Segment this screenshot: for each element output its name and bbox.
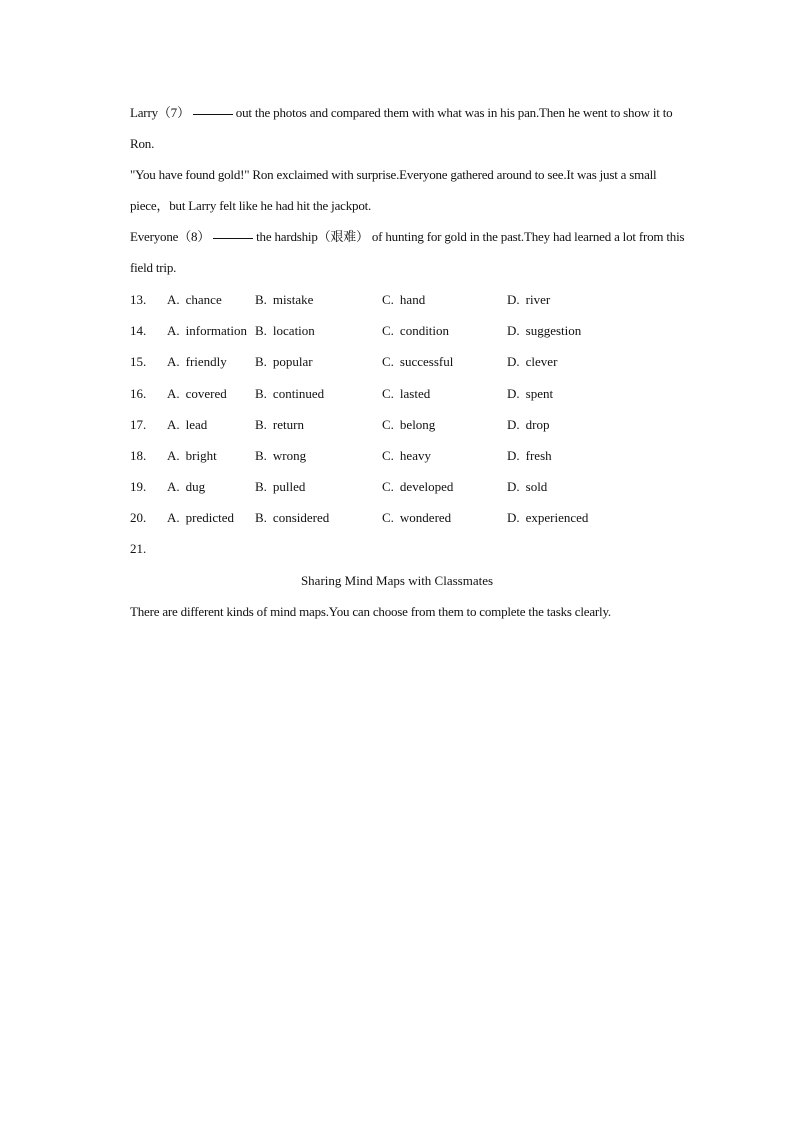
option-b: B. considered	[255, 510, 330, 526]
question-row	[130, 471, 690, 502]
option-a: A. bright	[167, 447, 217, 463]
paragraph-8-rest: the hardship（艰难） of hunting for gold in the past.They had learned a lot from this field trip.	[130, 229, 685, 275]
option-c: C. belong	[382, 416, 436, 432]
option-c: C. developed	[382, 479, 454, 495]
option-d: D. fresh	[507, 447, 552, 463]
option-d: D. spent	[507, 385, 554, 401]
answer-blank-7	[193, 113, 233, 115]
option-d: D. clever	[507, 354, 558, 370]
option-d: D. sold	[507, 479, 548, 495]
question-number: 20.	[130, 510, 147, 526]
paragraph-7-start: Larry（7）	[130, 105, 190, 120]
option-b: B. continued	[255, 385, 325, 401]
option-b: B. return	[255, 416, 304, 432]
question-row	[130, 346, 690, 377]
question-number: 13.	[130, 292, 147, 307]
option-a: A. chance	[167, 292, 222, 307]
option-a: A. predicted	[167, 510, 235, 526]
option-a: A. information	[167, 323, 248, 339]
paragraph-7-rest: out the photos and compared them with what was in his pan.Then he went to show it to Ron.	[130, 105, 673, 151]
option-b: B. popular	[255, 354, 313, 370]
option-b: B. mistake	[255, 292, 314, 307]
option-c: C. condition	[382, 323, 450, 339]
option-b: B. location	[255, 323, 315, 339]
option-a: A. dug	[167, 479, 206, 495]
answer-blank-8	[213, 237, 253, 239]
question-row	[130, 315, 690, 346]
option-c: C. wondered	[382, 510, 452, 526]
option-c: C. lasted	[382, 385, 431, 401]
option-b: B. wrong	[255, 447, 307, 463]
section-intro: There are different kinds of mind maps.You can choose from them to complete the tasks clearly.	[130, 604, 611, 619]
option-a: A. covered	[167, 385, 227, 401]
question-number: 18.	[130, 447, 147, 463]
question-number: 19.	[130, 479, 147, 495]
option-a: A. friendly	[167, 354, 227, 370]
question-row	[130, 409, 690, 440]
question-row	[130, 440, 690, 471]
option-c: C. heavy	[382, 447, 431, 463]
question-row	[130, 284, 690, 315]
question-list	[130, 284, 690, 534]
question-number: 14.	[130, 323, 147, 339]
option-b: B. pulled	[255, 479, 306, 495]
passage-paragraph-8	[130, 221, 690, 283]
question-row	[130, 378, 690, 409]
passage-paragraph-7	[130, 97, 690, 159]
paragraph-8-start: Everyone（8）	[130, 229, 211, 244]
question-number: 15.	[130, 354, 147, 370]
question-number: 17.	[130, 416, 147, 432]
option-d: D. drop	[507, 416, 550, 432]
section-title: Sharing Mind Maps with Classmates	[300, 573, 494, 588]
question-21-number: 21.	[130, 541, 147, 556]
option-a: A. lead	[167, 416, 208, 432]
option-d: D. river	[507, 292, 551, 307]
question-number: 16.	[130, 385, 147, 401]
option-c: C. hand	[382, 292, 426, 307]
question-row	[130, 502, 690, 533]
passage-paragraph-gold: "You have found gold!" Ron exclaimed with surprise.Everyone gathered around to see.It was just a small piece，but Larry felt like he had hit the jackpot.	[130, 167, 657, 213]
option-d: D. suggestion	[507, 323, 582, 339]
option-c: C. successful	[382, 354, 454, 370]
option-d: D. experienced	[507, 510, 589, 526]
